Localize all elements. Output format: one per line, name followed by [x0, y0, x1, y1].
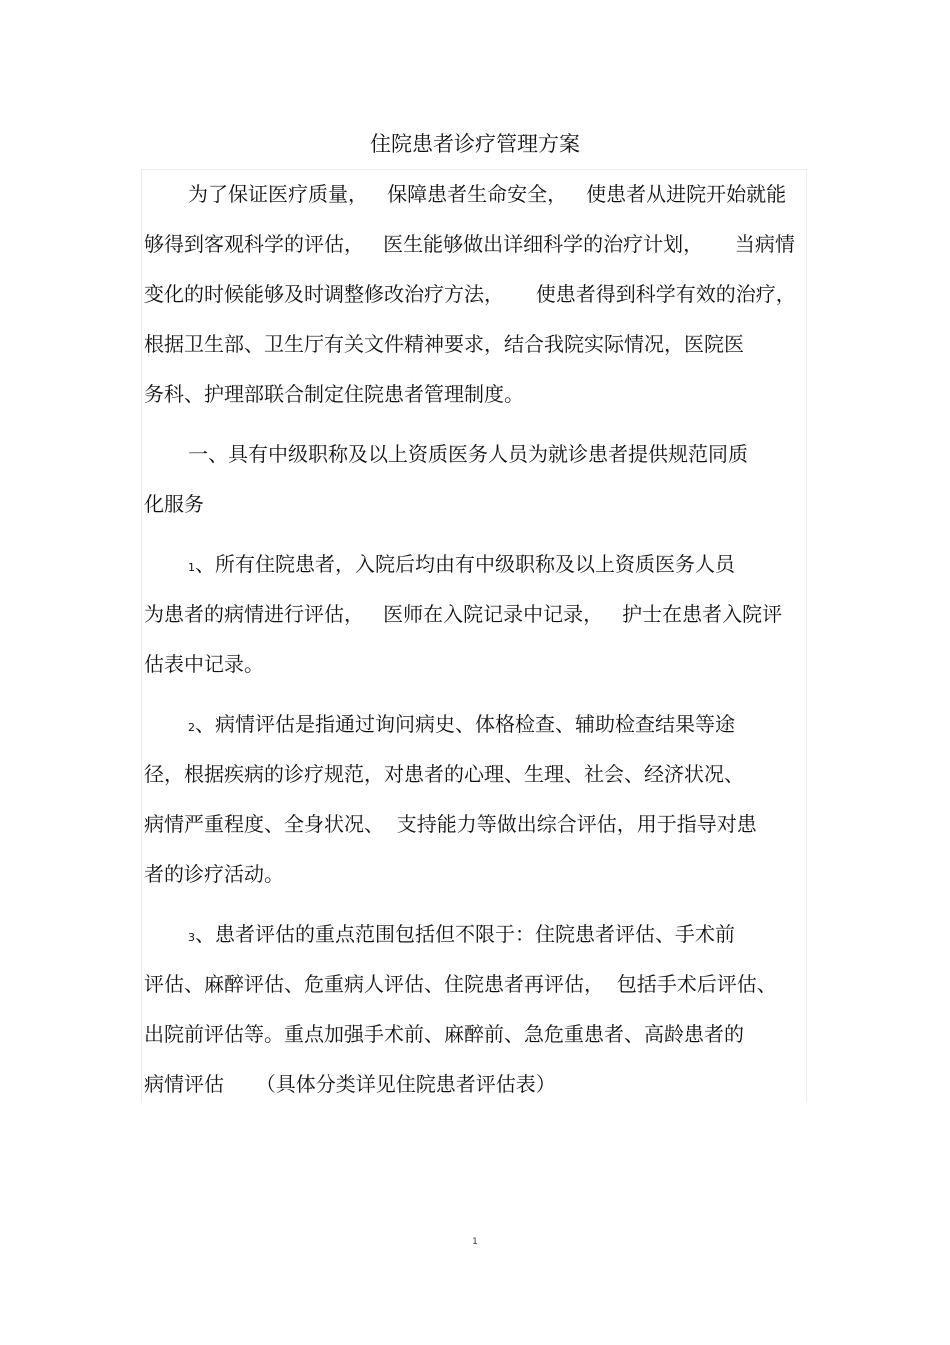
item-line: 评估、麻醉评估、危重病人评估、住院患者再评估， 包括手术后评估、: [144, 972, 777, 996]
page-number: 1: [472, 1237, 478, 1247]
item-line: 为患者的病情进行评估， 医师在入院记录中记录， 护士在患者入院评: [144, 602, 783, 626]
frame-right-border: [806, 169, 807, 1103]
item-2-paragraph: [144, 703, 806, 903]
section-heading-1: [144, 433, 806, 533]
item-line: [144, 703, 806, 753]
item-1-paragraph: [144, 543, 806, 693]
section-line: 化服务: [144, 492, 204, 516]
paragraph-gap: [144, 903, 806, 913]
item-line: 估表中记录。: [144, 652, 264, 676]
intro-paragraph: [144, 173, 806, 423]
intro-line: 够得到客观科学的评估， 医生能够做出详细科学的治疗计划， 当病情: [144, 232, 795, 256]
item-line: [144, 543, 806, 593]
paragraph-gap: [144, 693, 806, 703]
item-line: [144, 913, 806, 963]
intro-line: 务科、护理部联合制定住院患者管理制度。: [144, 382, 524, 406]
item-line: 出院前评估等。重点加强手术前、麻醉前、急危重患者、高龄患者的: [144, 1022, 744, 1046]
item-text: 、所有住院患者，入院后均由有中级职称及以上资质医务人员: [195, 552, 735, 576]
item-line: 病情评估 （具体分类详见住院患者评估表）: [144, 1072, 556, 1096]
paragraph-gap: [144, 533, 806, 543]
section-line: 一、具有中级职称及以上资质医务人员为就诊患者提供规范同质: [188, 442, 748, 466]
paragraph-gap: [144, 423, 806, 433]
item-3-paragraph: [144, 913, 806, 1113]
document-body: [144, 173, 806, 1113]
frame-top-border: [141, 169, 806, 170]
intro-line: 根据卫生部、卫生厅有关文件精神要求，结合我院实际情况，医院医: [144, 332, 744, 356]
item-text: 、患者评估的重点范围包括但不限于：住院患者评估、手术前: [195, 922, 735, 946]
intro-line: 为了保证医疗质量， 保障患者生命安全， 使患者从进院开始就能: [188, 182, 787, 206]
intro-line: 变化的时候能够及时调整修改治疗方法， 使患者得到科学有效的治疗，: [144, 282, 796, 306]
item-number: 1: [188, 561, 195, 574]
frame-left-border: [141, 169, 142, 1103]
item-text: 、病情评估是指通过询问病史、体格检查、辅助检查结果等途: [195, 712, 735, 736]
document-title: 住院患者诊疗管理方案: [370, 132, 580, 156]
item-line: 病情严重程度、全身状况、 支持能力等做出综合评估，用于指导对患: [144, 812, 757, 836]
item-number: 3: [188, 931, 195, 944]
item-line: 者的诊疗活动。: [144, 862, 284, 886]
item-line: 径，根据疾病的诊疗规范，对患者的心理、生理、社会、经济状况、: [144, 762, 744, 786]
item-number: 2: [188, 721, 195, 734]
